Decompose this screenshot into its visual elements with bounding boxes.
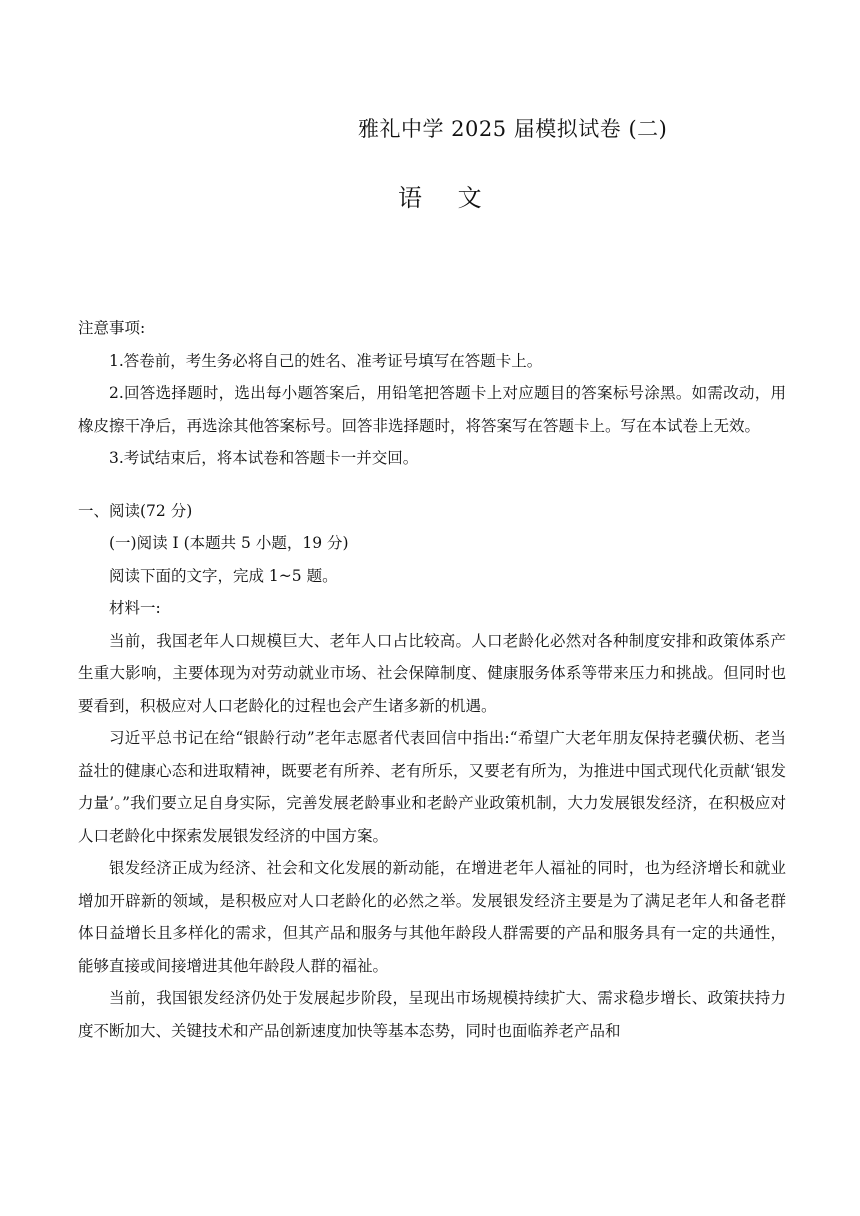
- subject-title: 语 文: [398, 184, 496, 212]
- notice-heading: 注意事项:: [78, 319, 146, 337]
- notice-item: 2.回答选择题时，选出每小题答案后，用铅笔把答题卡上对应题目的答案标号涂黑。如需改动，用橡皮擦干净后，再选涂其他答案标号。回答非选择题时，将答案写在答题卡上。写在本试卷上无效。: [78, 384, 786, 435]
- spacer: [78, 475, 786, 495]
- section-subheading: (一)阅读 I (本题共 5 小题，19 分): [109, 534, 349, 552]
- material-paragraph: 习近平总书记在给“银龄行动”老年志愿者代表回信中指出:“希望广大老年朋友保持老骥伏枥、老当益壮的健康心态和进取精神，既要老有所养、老有所乐，又要老有所为，为推进中国式现代化贡献‘银发力量’。”我们要立足自身实际，完善发展老龄事业和老龄产业政策机制，大力发展银发经济，在积极应对人口老龄化中探索发展银发经济的中国方案。: [78, 729, 786, 845]
- section-instruction: 阅读下面的文字，完成 1~5 题。: [109, 566, 338, 585]
- notice-item: 1.答卷前，考生务必将自己的姓名、准考证号填写在答题卡上。: [109, 351, 543, 370]
- material-paragraph: 银发经济正成为经济、社会和文化发展的新动能，在增进老年人福祉的同时，也为经济增长和就业增加开辟新的领域，是积极应对人口老龄化的必然之举。发展银发经济主要是为了满足老年人和备老群体日益增长且多样化的需求，但其产品和服务与其他年龄段人群需要的产品和服务具有一定的共通性，能够直接或间接增进其他年龄段人群的福祉。: [78, 859, 786, 975]
- exam-title: 雅礼中学 2025 届模拟试卷 (二): [358, 117, 668, 141]
- material-label: 材料一:: [109, 599, 161, 617]
- notice-item: 3.考试结束后，将本试卷和答题卡一并交回。: [109, 449, 419, 467]
- exam-body: [78, 312, 786, 1047]
- section-heading: 一、阅读(72 分): [78, 501, 193, 520]
- material-paragraph: 当前，我国银发经济仍处于发展起步阶段，呈现出市场规模持续扩大、需求稳步增长、政策扶持力度不断加大、关键技术和产品创新速度加快等基本态势，同时也面临养老产品和: [78, 989, 786, 1040]
- material-paragraph: 当前，我国老年人口规模巨大、老年人口占比较高。人口老龄化必然对各种制度安排和政策体系产生重大影响，主要体现为对劳动就业市场、社会保障制度、健康服务体系等带来压力和挑战。但同时也要看到，积极应对人口老龄化的过程也会产生诸多新的机遇。: [78, 631, 786, 715]
